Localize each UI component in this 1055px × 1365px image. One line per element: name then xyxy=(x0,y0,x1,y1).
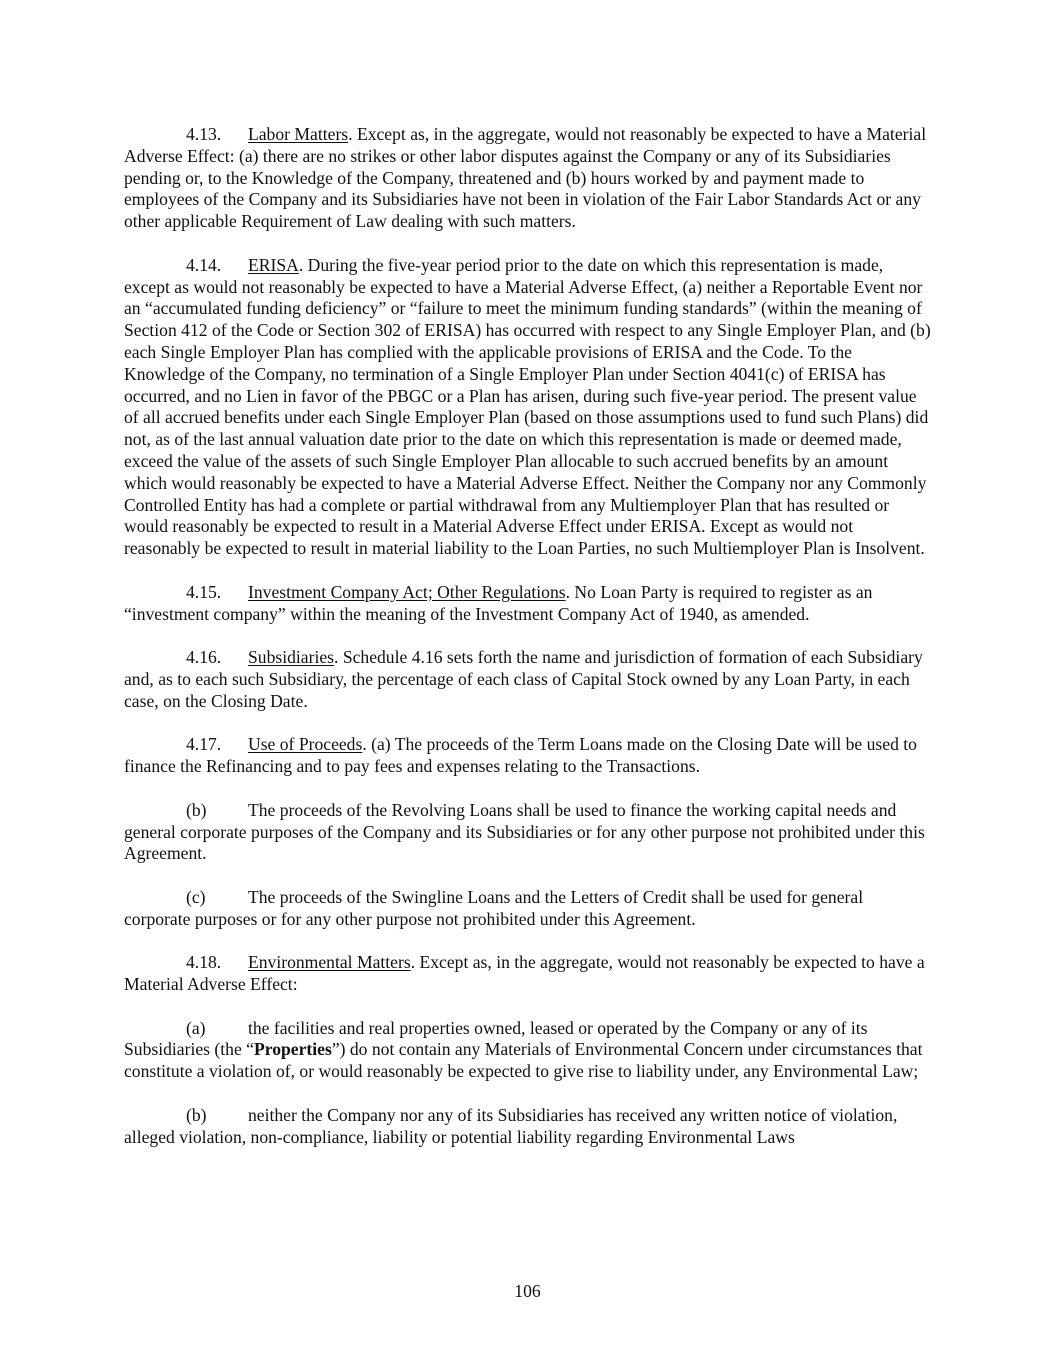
section-text: . Except as, in the aggregate, would not reasonably be expected to have a Material Adverse Effect: xyxy=(124,952,925,995)
page-number: 106 xyxy=(514,1281,541,1301)
section-4-14 xyxy=(124,255,932,560)
section-heading: Use of Proceeds xyxy=(248,734,363,755)
subsection-text: ”) do not contain any Materials of Environmental Concern under circumstances that constitute a violation of, or would reasonably be expected to give rise to liability under, any Environmental Law; xyxy=(124,1039,923,1082)
subsection-text: the facilities and real properties owned, leased or operated by the Company or any of its Subsidiaries (the “ xyxy=(124,1017,868,1060)
subsection-label: (c) xyxy=(186,886,206,907)
section-4-18 xyxy=(124,952,932,996)
section-4-17 xyxy=(124,734,932,778)
subsection-4-17-c xyxy=(124,887,932,931)
section-text: . During the five-year period prior to the date on which this representation is made, except as would not reasonably be expected to have a Material Adverse Effect, (a) neither a Reportable Event nor an “accumulated funding deficiency” or “failure to meet the minimum funding standards” (within the meaning of Section 412 of the Code or Section 302 of ERISA) has occurred with respect to any Single Employer Plan, and (b) each Single Employer Plan has complied with the applicable provisions of ERISA and the Code. To the Knowledge of the Company, no termination of a Single Employer Plan under Section 4041(c) of ERISA has occurred, and no Lien in favor of the PBGC or a Plan has arisen, during such five-year period. The present value of all accrued benefits under each Single Employer Plan (based on those assumptions used to fund such Plans) did not, as of the last annual valuation date prior to the date on which this representation is made or deemed made, exceed the value of the assets of such Single Employer Plan allocable to such accrued benefits by an amount which would reasonably be expected to have a Material Adverse Effect. Neither the Company nor any Commonly Controlled Entity has had a complete or partial withdrawal from any Multiemployer Plan that has resulted or would reasonably be expected to result in a Material Adverse Effect under ERISA. Except as would not reasonably be expected to result in material liability to the Loan Parties, no such Multiemployer Plan is Insolvent. xyxy=(124,254,931,559)
section-heading: Environmental Matters xyxy=(248,952,411,973)
section-text: . No Loan Party is required to register as an “investment company” within the meaning of the Investment Company Act of 1940, as amended. xyxy=(124,581,873,624)
defined-term: Properties xyxy=(253,1039,332,1060)
section-text: . Schedule 4.16 sets forth the name and jurisdiction of formation of each Subsidiary and, as to each such Subsidiary, the percentage of each class of Capital Stock owned by any Loan Party, in each case, on the Closing Date. xyxy=(124,647,923,711)
subsection-4-17-b xyxy=(124,800,932,865)
subsection-text: The proceeds of the Swingline Loans and the Letters of Credit shall be used for general corporate purposes or for any other purpose not prohibited under this Agreement. xyxy=(124,886,864,929)
subsection-label: (a) xyxy=(186,1017,206,1038)
subsection-label: (b) xyxy=(186,1104,207,1125)
subsection-label: (b) xyxy=(186,799,207,820)
subsection-text: The proceeds of the Revolving Loans shall be used to finance the working capital needs and general corporate purposes of the Company and its Subsidiaries or for any other purpose not prohibited under this Agreement. xyxy=(124,799,925,864)
document-page xyxy=(124,124,932,1170)
section-number: 4.14. xyxy=(186,254,222,275)
section-number: 4.13. xyxy=(186,124,222,144)
section-text: . Except as, in the aggregate, would not reasonably be expected to have a Material Adverse Effect: (a) there are no strikes or other labor disputes against the Company or any of its Subsidiaries pending or, to the Knowledge of the Company, threatened and (b) hours worked by and payment made to employees of the Company and its Subsidiaries have not been in violation of the Fair Labor Standards Act or any other applicable Requirement of Law dealing with such matters. xyxy=(124,124,927,232)
section-heading: ERISA xyxy=(248,254,299,275)
section-4-15 xyxy=(124,582,932,626)
subsection-4-18-a xyxy=(124,1018,932,1083)
section-number: 4.16. xyxy=(186,647,222,668)
section-number: 4.17. xyxy=(186,734,222,755)
subsection-text: neither the Company nor any of its Subsidiaries has received any written notice of violation, alleged violation, non-compliance, liability or potential liability regarding Environmental Laws xyxy=(124,1104,898,1147)
subsection-4-18-b xyxy=(124,1105,932,1149)
section-text: . (a) The proceeds of the Term Loans made on the Closing Date will be used to finance the Refinancing and to pay fees and expenses relating to the Transactions. xyxy=(124,734,917,777)
section-4-16 xyxy=(124,647,932,712)
section-number: 4.15. xyxy=(186,581,222,602)
section-heading: Investment Company Act; Other Regulations xyxy=(248,581,566,602)
section-heading: Labor Matters xyxy=(248,124,349,144)
section-number: 4.18. xyxy=(186,952,222,973)
section-heading: Subsidiaries xyxy=(248,647,335,668)
section-4-13 xyxy=(124,124,932,233)
